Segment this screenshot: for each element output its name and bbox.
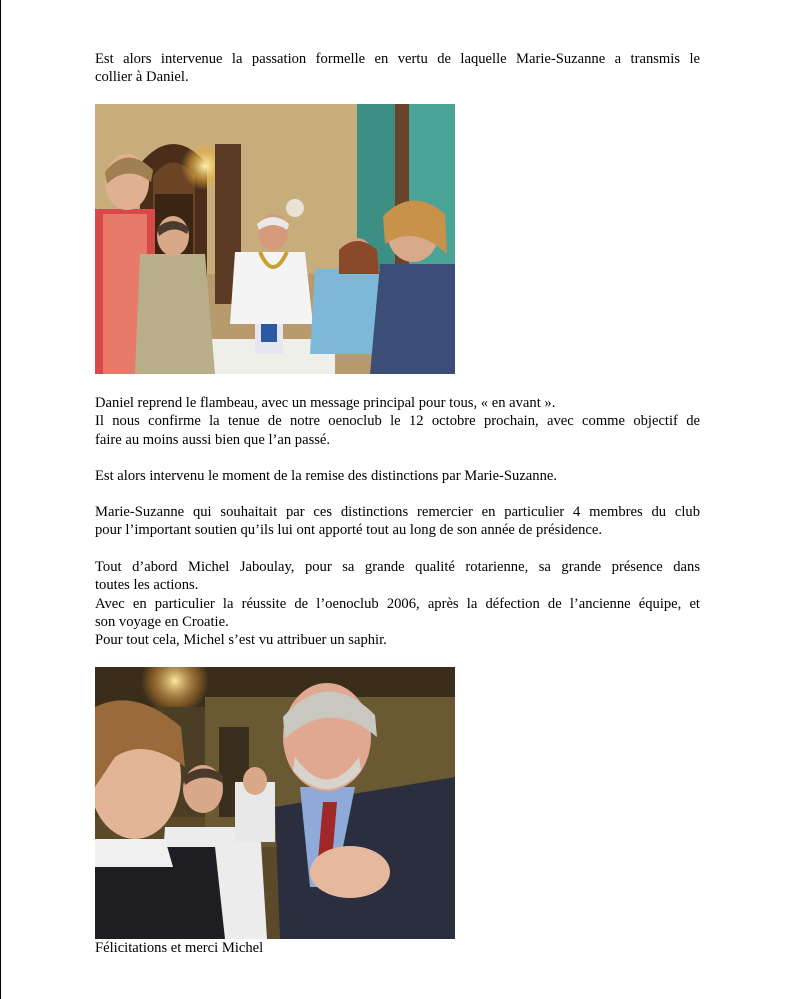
paragraph-daniel xyxy=(95,394,700,449)
photo-passation-collier xyxy=(95,104,455,374)
text-line: collier à Daniel. xyxy=(95,69,189,86)
text-line: Tout d’abord Michel Jaboulay, pour sa grande qualité rotarienne, sa grande présence dans xyxy=(95,559,700,575)
paragraph-michel xyxy=(95,558,700,649)
text-line: Daniel reprend le flambeau, avec un message principal pour tous, « en avant ». xyxy=(95,395,556,411)
photo-remise-image xyxy=(95,667,455,939)
text-line: Est alors intervenu le moment de la remise des distinctions par Marie-Suzanne. xyxy=(95,468,558,484)
paragraph-passation xyxy=(95,50,700,87)
text-line: pour l’important soutien qu’ils lui ont apporté tout au long de son année de présidence. xyxy=(95,522,603,539)
text-line: Pour tout cela, Michel s’est vu attribuer un saphir. xyxy=(95,632,387,649)
text-line: son voyage en Croatie. xyxy=(95,613,229,630)
page-left-border xyxy=(0,0,1,999)
photo-remise-saphir xyxy=(95,667,455,939)
text-line: Il nous confirme la tenue de notre oenoclub le 12 octobre prochain, avec comme objectif de xyxy=(95,413,700,430)
text-line: faire au moins aussi bien que l’an passé. xyxy=(95,431,331,448)
photo-caption: Félicitations et merci Michel xyxy=(95,940,264,956)
text-line: Avec en particulier la réussite de l’oenoclub 2006, après la défection de l’ancienne équipe, et xyxy=(95,595,700,612)
text-line: toutes les actions. xyxy=(95,577,199,594)
text-line: Marie-Suzanne qui souhaitait par ces distinctions remercier en particulier 4 membres du club xyxy=(95,504,700,520)
paragraph-remerciements xyxy=(95,503,700,540)
paragraph-distinctions xyxy=(95,467,700,485)
text-line: Est alors intervenue la passation formelle en vertu de laquelle Marie-Suzanne a transmis le xyxy=(95,51,700,67)
photo-passation-image xyxy=(95,104,455,374)
